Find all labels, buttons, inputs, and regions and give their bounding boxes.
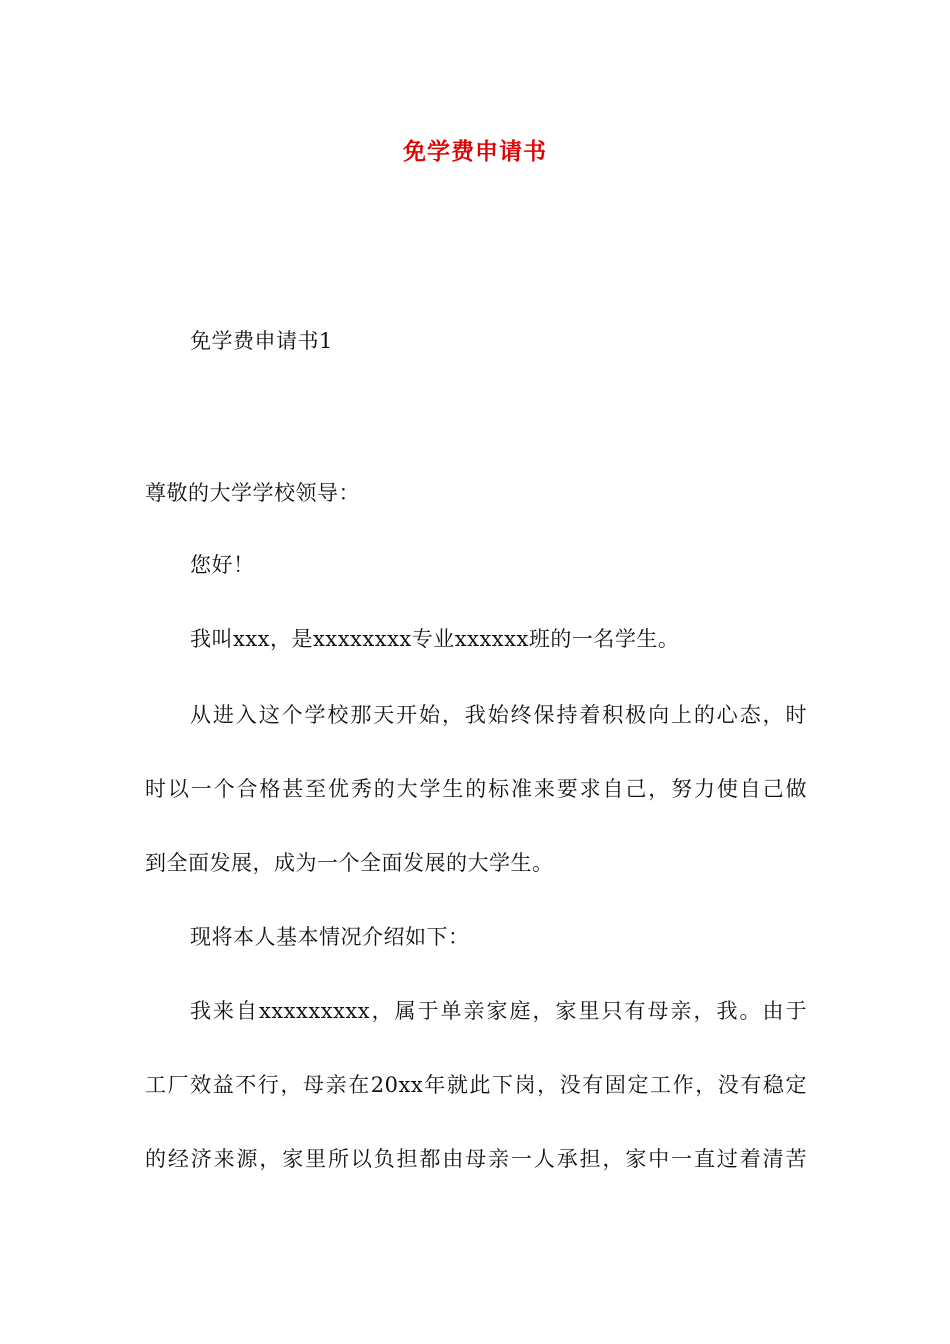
paragraph-line: 我来自xxxxxxxxx，属于单亲家庭，家里只有母亲，我。由于 xyxy=(190,999,807,1023)
paragraph-line: 我叫xxx，是xxxxxxxx专业xxxxxx班的一名学生。 xyxy=(190,627,680,651)
paragraph-line: 工厂效益不行，母亲在20xx年就此下岗，没有固定工作，没有稳定 xyxy=(145,1073,807,1097)
greeting: 您好！ xyxy=(190,553,255,577)
paragraph-line: 时以一个合格甚至优秀的大学生的标准来要求自己，努力使自己做 xyxy=(145,777,807,801)
paragraph-line: 到全面发展，成为一个全面发展的大学生。 xyxy=(145,851,554,875)
paragraph-line: 现将本人基本情况介绍如下： xyxy=(190,925,470,949)
paragraph-line: 的经济来源，家里所以负担都由母亲一人承担，家中一直过着清苦 xyxy=(145,1147,807,1171)
paragraph-line: 从进入这个学校那天开始，我始终保持着积极向上的心态，时 xyxy=(190,703,807,727)
section-heading: 免学费申请书1 xyxy=(190,329,333,353)
document-title: 免学费申请书 xyxy=(403,138,547,165)
salutation: 尊敬的大学学校领导： xyxy=(145,481,360,505)
